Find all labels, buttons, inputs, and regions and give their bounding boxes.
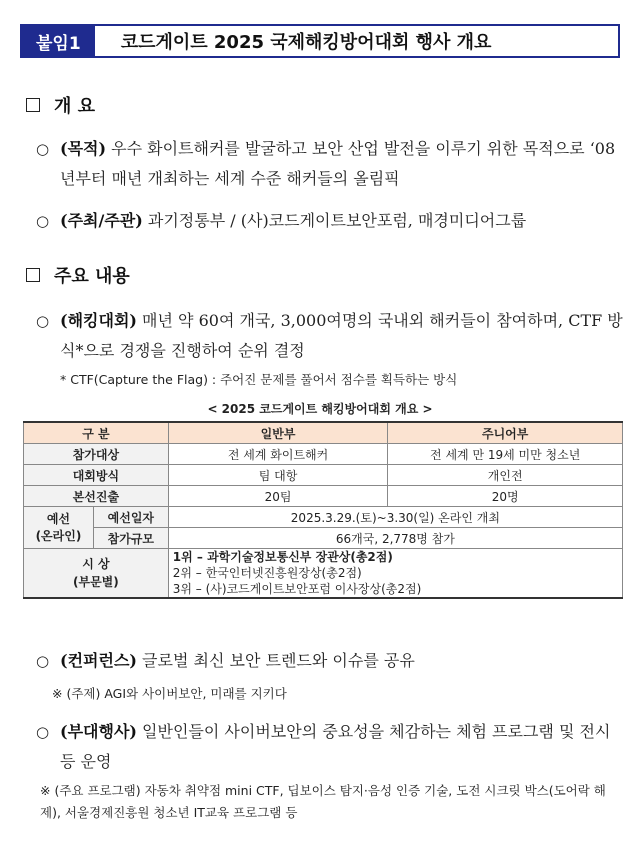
award-line-1: 1위 – 과학기술정보통신부 장관상(총2점) [172, 550, 393, 564]
cell-prelim-date: 2025.3.29.(토)~3.30(일) 온라인 개최 [168, 507, 622, 528]
section-overview-heading [26, 92, 95, 118]
circle-bullet-icon: ○ [36, 140, 50, 158]
header-category: 구 분 [24, 422, 169, 444]
hacking-item [36, 306, 626, 366]
hacking-text: 매년 약 60여 개국, 3,000여명의 국내외 해커들이 참여하며, CTF 방식*으로 경쟁을 진행하여 순위 결정 [60, 311, 623, 360]
table-row [24, 507, 623, 528]
cell-finals-junior: 20명 [388, 486, 623, 507]
circle-bullet-icon: ○ [36, 212, 50, 230]
ctf-note: * CTF(Capture the Flag) : 주어진 문제를 풀어서 점수를 획득하는 방식 [60, 372, 458, 387]
document-title: 코드게이트 2025 국제해킹방어대회 행사 개요 [120, 32, 492, 53]
conference-note: ※ (주제) AGI와 사이버보안, 미래를 지키다 [52, 686, 287, 701]
cell-award [168, 549, 622, 599]
circle-bullet-icon: ○ [36, 652, 50, 670]
side-event-label: (부대행사) [60, 722, 137, 741]
host-text: 과기정통부 / (사)코드게이트보안포럼, 매경미디어그룹 [142, 211, 527, 230]
attachment-badge: 붙임1 [22, 26, 95, 56]
circle-bullet-icon: ○ [36, 723, 50, 741]
row-label-finals: 본선진출 [24, 486, 169, 507]
cell-method-general: 팀 대항 [168, 465, 388, 486]
award-label-line1: 시 상 [82, 557, 110, 571]
hacking-label: (해킹대회) [60, 311, 137, 330]
contest-overview-table [23, 421, 623, 599]
table-row [24, 528, 623, 549]
cell-finals-general: 20팀 [168, 486, 388, 507]
table-row [24, 549, 623, 599]
side-event-text: 일반인들이 사이버보안의 중요성을 체감하는 체험 프로그램 및 전시 등 운영 [60, 722, 611, 771]
table-header-row [24, 422, 623, 444]
square-bullet-icon [26, 268, 40, 282]
table-row [24, 444, 623, 465]
circle-bullet-icon: ○ [36, 312, 50, 330]
row-label-prelim: 예선 (온라인) [24, 507, 94, 549]
cell-method-junior: 개인전 [388, 465, 623, 486]
cell-target-general: 전 세계 화이트해커 [168, 444, 388, 465]
host-item [36, 206, 626, 236]
award-line-2: 2위 – 한국인터넷진흥원장상(총2점) [172, 566, 362, 580]
section-main-label: 주요 내용 [54, 266, 130, 287]
conference-text: 글로벌 최신 보안 트렌드와 이슈를 공유 [136, 651, 415, 670]
purpose-label: (목적) [60, 139, 107, 158]
section-main-heading [26, 262, 130, 288]
table-caption: < 2025 코드게이트 해킹방어대회 개요 > [207, 402, 433, 416]
row-label-prelim-date: 예선일자 [93, 507, 168, 528]
side-event-note: ※ (주요 프로그램) 자동차 취약점 mini CTF, 딥보이스 탐지·음성 인증 기술, 도전 시크릿 박스(도어락 해제), 서울경제진흥원 청소년 IT교육 프로그램 등 [40, 783, 606, 820]
cell-prelim-scale: 66개국, 2,778명 참가 [168, 528, 622, 549]
purpose-item [36, 134, 626, 194]
table-row [24, 486, 623, 507]
header-junior: 주니어부 [388, 422, 623, 444]
award-label-line2: (부문별) [73, 575, 119, 589]
row-label-method: 대회방식 [24, 465, 169, 486]
section-overview-label: 개 요 [54, 96, 96, 117]
row-label-prelim-scale: 참가규모 [93, 528, 168, 549]
purpose-text: 우수 화이트해커를 발굴하고 보안 산업 발전을 이루기 위한 목적으로 ‘08년부터 매년 개최하는 세계 수준 해커들의 올림픽 [60, 139, 616, 188]
table-row [24, 465, 623, 486]
conference-label: (컨퍼런스) [60, 651, 137, 670]
host-label: (주최/주관) [60, 211, 143, 230]
award-line-3: 3위 – (사)코드게이트보안포럼 이사장상(총2점) [172, 582, 422, 596]
cell-target-junior: 전 세계 만 19세 미만 청소년 [388, 444, 623, 465]
row-label-award [24, 549, 169, 599]
row-label-target: 참가대상 [24, 444, 169, 465]
title-bar [20, 24, 620, 58]
square-bullet-icon [26, 98, 40, 112]
conference-item [36, 646, 626, 676]
header-general: 일반부 [168, 422, 388, 444]
side-event-item [36, 717, 626, 777]
